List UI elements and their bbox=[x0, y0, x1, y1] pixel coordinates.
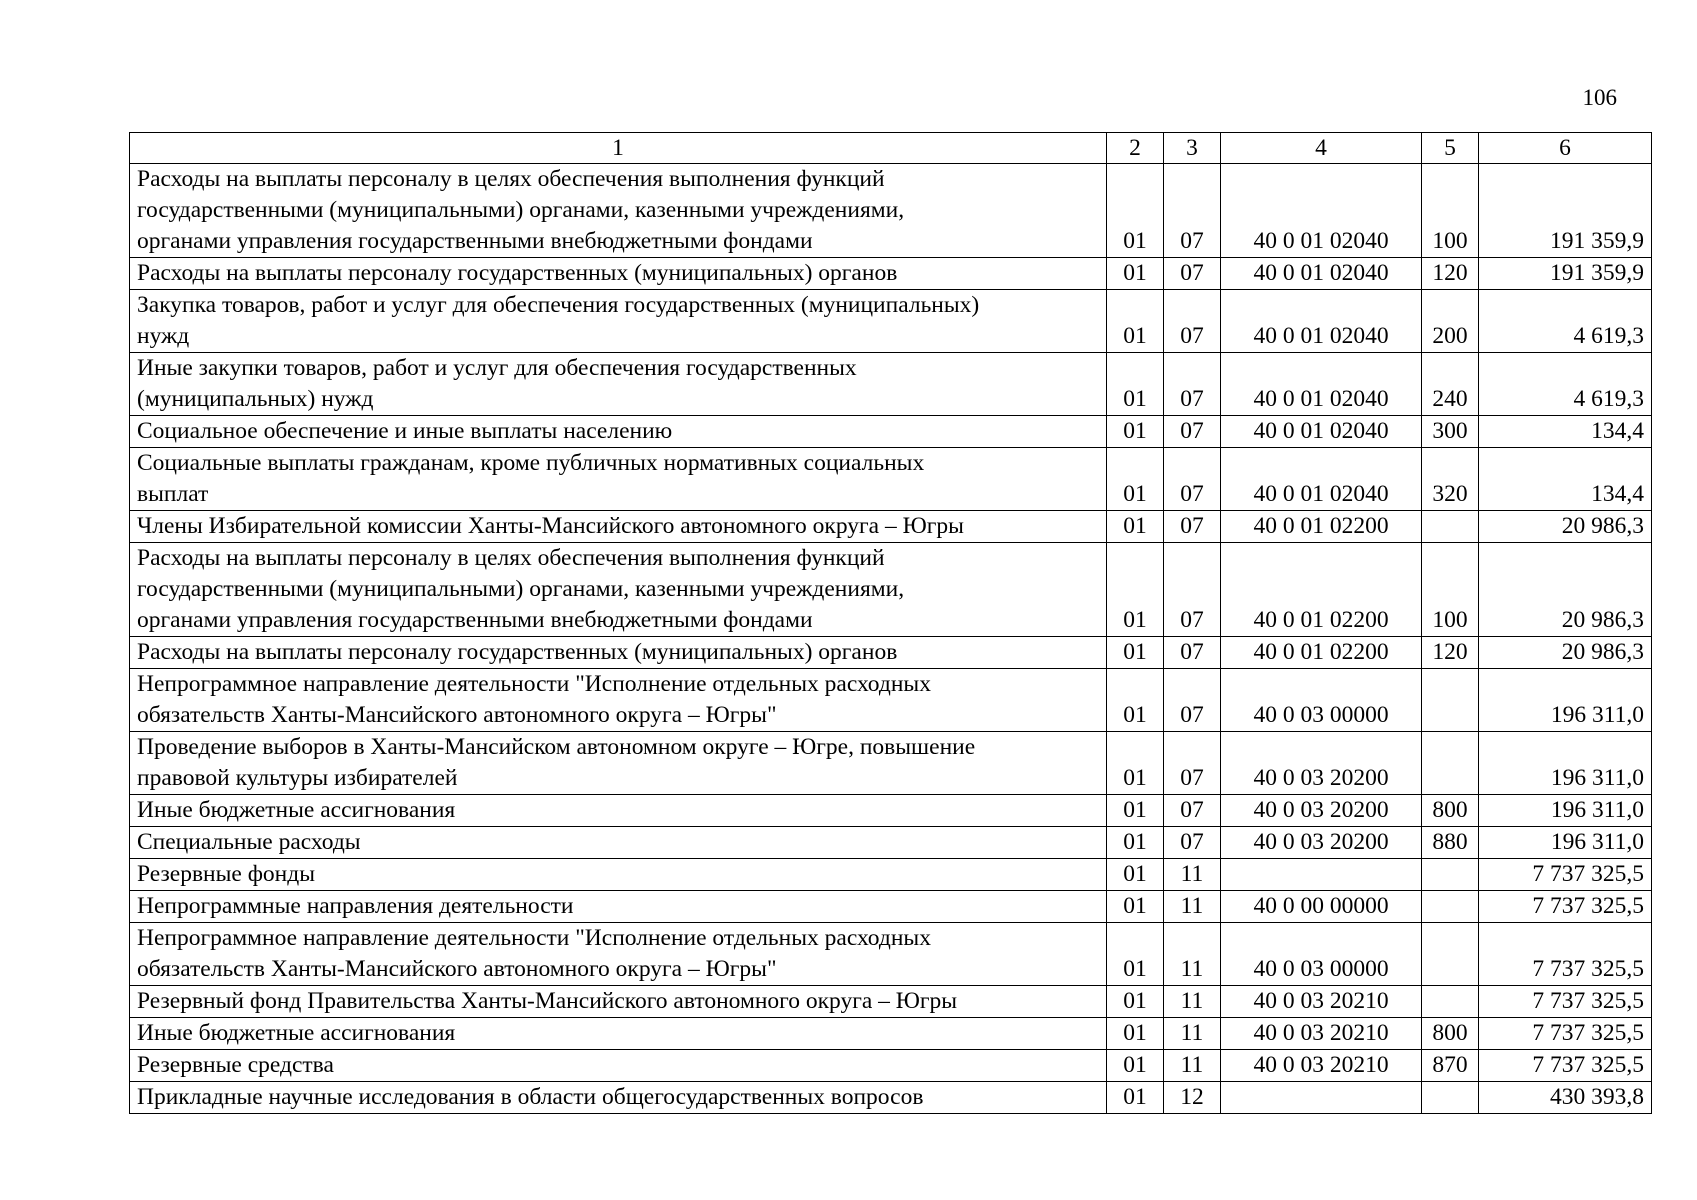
expense-name-line: Социальные выплаты гражданам, кроме публичных нормативных социальных bbox=[137, 450, 925, 476]
expense-type-cell: 300 bbox=[1422, 416, 1479, 448]
amount-cell: 196 311,0 bbox=[1479, 732, 1652, 795]
amount-cell: 7 737 325,5 bbox=[1479, 986, 1652, 1018]
expense-name-line: органами управления государственными внебюджетными фондами bbox=[137, 228, 813, 254]
target-article-cell bbox=[1221, 859, 1422, 891]
section-code-cell: 01 bbox=[1107, 923, 1164, 986]
expense-name-line: Закупка товаров, работ и услуг для обеспечения государственных (муниципальных) bbox=[137, 292, 980, 318]
amount-cell: 191 359,9 bbox=[1479, 164, 1652, 258]
amount-cell: 7 737 325,5 bbox=[1479, 1018, 1652, 1050]
expense-name-line: нужд bbox=[137, 323, 190, 349]
expense-name-line: обязательств Ханты-Мансийского автономного округа – Югры" bbox=[137, 702, 777, 728]
section-code-cell: 01 bbox=[1107, 637, 1164, 669]
expense-type-cell bbox=[1422, 732, 1479, 795]
target-article-cell: 40 0 03 20200 bbox=[1221, 827, 1422, 859]
expense-name-cell bbox=[130, 543, 1107, 637]
expense-name-line: выплат bbox=[137, 481, 209, 507]
expense-type-cell bbox=[1422, 859, 1479, 891]
column-header-4: 4 bbox=[1221, 133, 1422, 164]
target-article-cell: 40 0 01 02040 bbox=[1221, 448, 1422, 511]
table-row bbox=[130, 795, 1652, 827]
expense-type-cell: 100 bbox=[1422, 543, 1479, 637]
subsection-code-cell: 07 bbox=[1164, 353, 1221, 416]
column-header-1: 1 bbox=[130, 133, 1107, 164]
table-row bbox=[130, 891, 1652, 923]
subsection-code-cell: 11 bbox=[1164, 1018, 1221, 1050]
expense-name-line: Иные бюджетные ассигнования bbox=[137, 797, 456, 823]
subsection-code-cell: 07 bbox=[1164, 795, 1221, 827]
table-row bbox=[130, 732, 1652, 795]
expense-name-line: Расходы на выплаты персоналу государственных (муниципальных) органов bbox=[137, 260, 898, 286]
expense-type-cell: 880 bbox=[1422, 827, 1479, 859]
section-code-cell: 01 bbox=[1107, 1050, 1164, 1082]
target-article-cell: 40 0 01 02200 bbox=[1221, 511, 1422, 543]
target-article-cell: 40 0 03 20210 bbox=[1221, 986, 1422, 1018]
expense-type-cell bbox=[1422, 891, 1479, 923]
subsection-code-cell: 07 bbox=[1164, 416, 1221, 448]
expense-name-cell bbox=[130, 353, 1107, 416]
expense-type-cell: 120 bbox=[1422, 258, 1479, 290]
amount-cell: 7 737 325,5 bbox=[1479, 859, 1652, 891]
expense-type-cell bbox=[1422, 1082, 1479, 1114]
target-article-cell: 40 0 03 20210 bbox=[1221, 1050, 1422, 1082]
amount-cell: 7 737 325,5 bbox=[1479, 891, 1652, 923]
expense-name-cell bbox=[130, 859, 1107, 891]
expense-name-cell bbox=[130, 290, 1107, 353]
expense-type-cell: 800 bbox=[1422, 1018, 1479, 1050]
subsection-code-cell: 11 bbox=[1164, 1050, 1221, 1082]
target-article-cell: 40 0 01 02200 bbox=[1221, 543, 1422, 637]
amount-cell: 191 359,9 bbox=[1479, 258, 1652, 290]
subsection-code-cell: 07 bbox=[1164, 511, 1221, 543]
section-code-cell: 01 bbox=[1107, 669, 1164, 732]
expense-type-cell: 120 bbox=[1422, 637, 1479, 669]
expense-name-cell bbox=[130, 448, 1107, 511]
expense-name-line: Специальные расходы bbox=[137, 829, 361, 855]
table-row bbox=[130, 543, 1652, 637]
subsection-code-cell: 11 bbox=[1164, 891, 1221, 923]
table-body bbox=[130, 164, 1652, 1114]
amount-cell: 4 619,3 bbox=[1479, 290, 1652, 353]
expense-name-cell bbox=[130, 1050, 1107, 1082]
table-row bbox=[130, 258, 1652, 290]
table-row bbox=[130, 923, 1652, 986]
target-article-cell: 40 0 01 02040 bbox=[1221, 258, 1422, 290]
expense-name-cell bbox=[130, 164, 1107, 258]
table-row bbox=[130, 859, 1652, 891]
expense-name-line: Расходы на выплаты персоналу в целях обеспечения выполнения функций bbox=[137, 166, 885, 192]
subsection-code-cell: 07 bbox=[1164, 669, 1221, 732]
expense-type-cell: 100 bbox=[1422, 164, 1479, 258]
section-code-cell: 01 bbox=[1107, 353, 1164, 416]
section-code-cell: 01 bbox=[1107, 1018, 1164, 1050]
expense-name-cell bbox=[130, 732, 1107, 795]
target-article-cell bbox=[1221, 1082, 1422, 1114]
expense-name-line: Прикладные научные исследования в области общегосударственных вопросов bbox=[137, 1084, 924, 1110]
expense-type-cell: 800 bbox=[1422, 795, 1479, 827]
expense-name-cell bbox=[130, 416, 1107, 448]
expense-name-line: Члены Избирательной комиссии Ханты-Мансийского автономного округа – Югры bbox=[137, 513, 964, 539]
expense-name-line: Расходы на выплаты персоналу государственных (муниципальных) органов bbox=[137, 639, 898, 665]
target-article-cell: 40 0 03 20200 bbox=[1221, 732, 1422, 795]
table-row bbox=[130, 637, 1652, 669]
section-code-cell: 01 bbox=[1107, 859, 1164, 891]
section-code-cell: 01 bbox=[1107, 986, 1164, 1018]
expense-name-cell bbox=[130, 1018, 1107, 1050]
target-article-cell: 40 0 00 00000 bbox=[1221, 891, 1422, 923]
subsection-code-cell: 07 bbox=[1164, 448, 1221, 511]
subsection-code-cell: 11 bbox=[1164, 986, 1221, 1018]
target-article-cell: 40 0 03 00000 bbox=[1221, 669, 1422, 732]
expense-name-cell bbox=[130, 923, 1107, 986]
expense-type-cell bbox=[1422, 669, 1479, 732]
target-article-cell: 40 0 01 02040 bbox=[1221, 290, 1422, 353]
target-article-cell: 40 0 03 20200 bbox=[1221, 795, 1422, 827]
column-header-5: 5 bbox=[1422, 133, 1479, 164]
table-row bbox=[130, 353, 1652, 416]
amount-cell: 7 737 325,5 bbox=[1479, 923, 1652, 986]
expense-name-line: Резервные фонды bbox=[137, 861, 316, 887]
subsection-code-cell: 07 bbox=[1164, 732, 1221, 795]
expense-name-line: Проведение выборов в Ханты-Мансийском автономном округе – Югре, повышение bbox=[137, 734, 976, 760]
expense-name-cell bbox=[130, 827, 1107, 859]
table-row bbox=[130, 290, 1652, 353]
subsection-code-cell: 07 bbox=[1164, 637, 1221, 669]
target-article-cell: 40 0 01 02040 bbox=[1221, 353, 1422, 416]
expense-name-line: Непрограммные направления деятельности bbox=[137, 893, 574, 919]
expense-name-line: Непрограммное направление деятельности "Исполнение отдельных расходных bbox=[137, 925, 931, 951]
subsection-code-cell: 11 bbox=[1164, 859, 1221, 891]
expense-name-cell bbox=[130, 986, 1107, 1018]
section-code-cell: 01 bbox=[1107, 1082, 1164, 1114]
expense-name-line: Резервные средства bbox=[137, 1052, 334, 1078]
target-article-cell: 40 0 01 02040 bbox=[1221, 164, 1422, 258]
subsection-code-cell: 07 bbox=[1164, 827, 1221, 859]
column-header-2: 2 bbox=[1107, 133, 1164, 164]
expense-name-line: Социальное обеспечение и иные выплаты населению bbox=[137, 418, 673, 444]
expense-name-line: правовой культуры избирателей bbox=[137, 765, 458, 791]
table-row bbox=[130, 164, 1652, 258]
target-article-cell: 40 0 01 02200 bbox=[1221, 637, 1422, 669]
subsection-code-cell: 07 bbox=[1164, 290, 1221, 353]
amount-cell: 196 311,0 bbox=[1479, 795, 1652, 827]
amount-cell: 196 311,0 bbox=[1479, 669, 1652, 732]
amount-cell: 134,4 bbox=[1479, 448, 1652, 511]
table-row bbox=[130, 511, 1652, 543]
expense-type-cell bbox=[1422, 511, 1479, 543]
section-code-cell: 01 bbox=[1107, 795, 1164, 827]
section-code-cell: 01 bbox=[1107, 827, 1164, 859]
expense-type-cell: 870 bbox=[1422, 1050, 1479, 1082]
amount-cell: 20 986,3 bbox=[1479, 543, 1652, 637]
amount-cell: 196 311,0 bbox=[1479, 827, 1652, 859]
expense-type-cell: 320 bbox=[1422, 448, 1479, 511]
expense-name-line: Иные бюджетные ассигнования bbox=[137, 1020, 456, 1046]
section-code-cell: 01 bbox=[1107, 511, 1164, 543]
expense-type-cell: 240 bbox=[1422, 353, 1479, 416]
subsection-code-cell: 07 bbox=[1164, 258, 1221, 290]
section-code-cell: 01 bbox=[1107, 448, 1164, 511]
table-row bbox=[130, 416, 1652, 448]
expense-name-line: Непрограммное направление деятельности "Исполнение отдельных расходных bbox=[137, 671, 931, 697]
table-row bbox=[130, 1018, 1652, 1050]
table-row bbox=[130, 827, 1652, 859]
target-article-cell: 40 0 01 02040 bbox=[1221, 416, 1422, 448]
table-row bbox=[130, 669, 1652, 732]
section-code-cell: 01 bbox=[1107, 891, 1164, 923]
expense-name-line: Иные закупки товаров, работ и услуг для обеспечения государственных bbox=[137, 355, 857, 381]
amount-cell: 430 393,8 bbox=[1479, 1082, 1652, 1114]
expense-name-line: государственными (муниципальными) органами, казенными учреждениями, bbox=[137, 197, 905, 223]
expense-type-cell bbox=[1422, 986, 1479, 1018]
amount-cell: 20 986,3 bbox=[1479, 637, 1652, 669]
amount-cell: 20 986,3 bbox=[1479, 511, 1652, 543]
table-row bbox=[130, 986, 1652, 1018]
expense-name-line: обязательств Ханты-Мансийского автономного округа – Югры" bbox=[137, 956, 777, 982]
page-number: 106 bbox=[1582, 85, 1617, 110]
table-header-row bbox=[130, 133, 1652, 164]
column-header-3: 3 bbox=[1164, 133, 1221, 164]
expense-name-cell bbox=[130, 637, 1107, 669]
section-code-cell: 01 bbox=[1107, 164, 1164, 258]
table-row bbox=[130, 448, 1652, 511]
expense-name-cell bbox=[130, 795, 1107, 827]
section-code-cell: 01 bbox=[1107, 543, 1164, 637]
subsection-code-cell: 07 bbox=[1164, 164, 1221, 258]
target-article-cell: 40 0 03 00000 bbox=[1221, 923, 1422, 986]
expense-name-line: органами управления государственными внебюджетными фондами bbox=[137, 607, 813, 633]
subsection-code-cell: 11 bbox=[1164, 923, 1221, 986]
expense-name-cell bbox=[130, 669, 1107, 732]
expense-name-cell bbox=[130, 258, 1107, 290]
amount-cell: 4 619,3 bbox=[1479, 353, 1652, 416]
budget-table bbox=[129, 132, 1652, 1114]
expense-name-cell bbox=[130, 1082, 1107, 1114]
column-header-6: 6 bbox=[1479, 133, 1652, 164]
section-code-cell: 01 bbox=[1107, 732, 1164, 795]
section-code-cell: 01 bbox=[1107, 416, 1164, 448]
subsection-code-cell: 07 bbox=[1164, 543, 1221, 637]
expense-type-cell: 200 bbox=[1422, 290, 1479, 353]
amount-cell: 7 737 325,5 bbox=[1479, 1050, 1652, 1082]
expense-name-cell bbox=[130, 511, 1107, 543]
table-row bbox=[130, 1050, 1652, 1082]
expense-name-line: (муниципальных) нужд bbox=[137, 386, 374, 412]
expense-type-cell bbox=[1422, 923, 1479, 986]
section-code-cell: 01 bbox=[1107, 290, 1164, 353]
expense-name-line: Расходы на выплаты персоналу в целях обеспечения выполнения функций bbox=[137, 545, 885, 571]
table-row bbox=[130, 1082, 1652, 1114]
expense-name-line: государственными (муниципальными) органами, казенными учреждениями, bbox=[137, 576, 905, 602]
target-article-cell: 40 0 03 20210 bbox=[1221, 1018, 1422, 1050]
subsection-code-cell: 12 bbox=[1164, 1082, 1221, 1114]
expense-name-line: Резервный фонд Правительства Ханты-Мансийского автономного округа – Югры bbox=[137, 988, 958, 1014]
expense-name-cell bbox=[130, 891, 1107, 923]
section-code-cell: 01 bbox=[1107, 258, 1164, 290]
amount-cell: 134,4 bbox=[1479, 416, 1652, 448]
